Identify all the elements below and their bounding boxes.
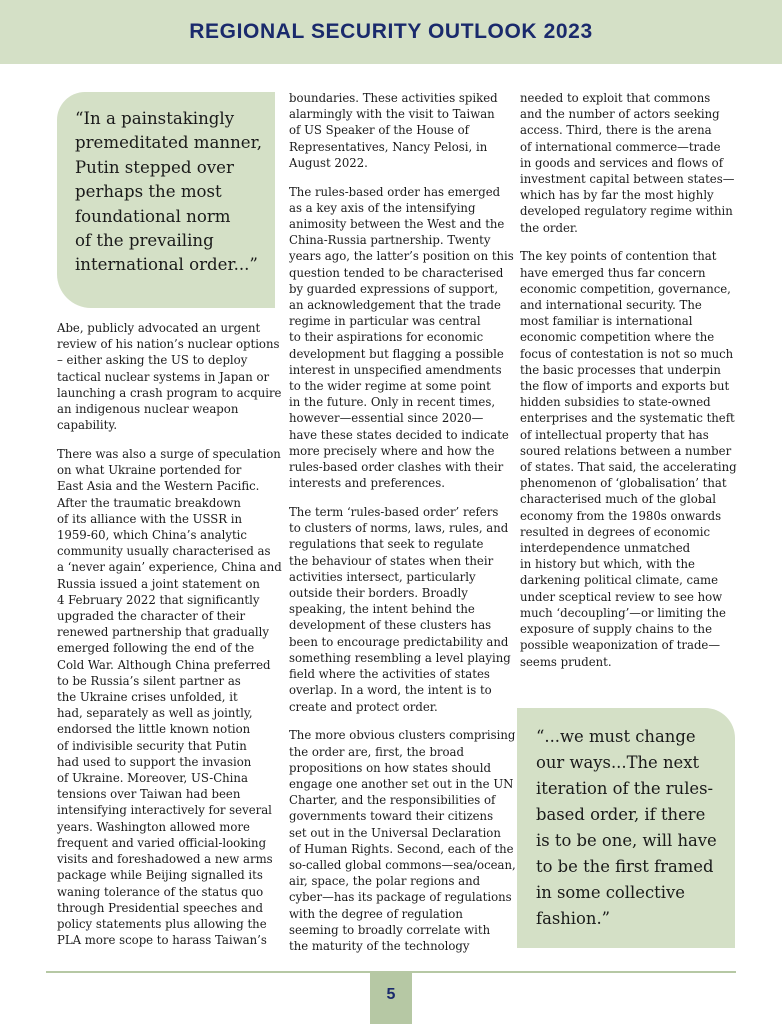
text-line: the flow of imports and exports but — [520, 379, 730, 394]
text-line: economic competition where the — [520, 330, 715, 345]
text-line: alarmingly with the visit to Taiwan — [289, 107, 495, 122]
text-line: upgraded the character of their — [57, 609, 246, 624]
text-line: of US Speaker of the House of — [289, 123, 470, 138]
quote-line: “...we must change — [536, 727, 696, 746]
text-line: outside their borders. Broadly — [289, 586, 468, 601]
text-line: 1959-60, which China’s analytic — [57, 528, 247, 543]
text-line: with the degree of regulation — [289, 906, 463, 921]
text-line: developed regulatory regime within — [520, 204, 733, 219]
text-line: in goods and services and flows of — [520, 155, 724, 170]
text-line: a ‘never again’ experience, China and — [57, 560, 282, 575]
quote-line: fashion.” — [536, 909, 611, 928]
text-line: activities intersect, particularly — [289, 569, 476, 584]
text-line: of intellectual property that has — [520, 427, 709, 442]
paragraph — [57, 320, 282, 433]
text-line: governments toward their citizens — [289, 809, 494, 824]
text-line: something resembling a level playing — [289, 650, 511, 665]
paragraph — [289, 727, 516, 954]
text-line: have these states decided to indicate — [289, 427, 509, 442]
page-header — [0, 0, 782, 64]
text-line: had, separately as well as jointly, — [57, 706, 253, 721]
text-line: the Ukraine crises unfolded, it — [57, 690, 238, 705]
text-line: China-Russia partnership. Twenty — [289, 233, 491, 248]
paragraph — [57, 446, 282, 948]
pull-quote-rules-based-order — [517, 708, 735, 948]
text-line: of its alliance with the USSR in — [57, 511, 243, 526]
text-line: waning tolerance of the status quo — [57, 884, 264, 899]
text-line: renewed partnership that gradually — [57, 625, 269, 640]
text-line: in the future. Only in recent times, — [289, 395, 496, 410]
text-line: of Ukraine. Moreover, US-China — [57, 771, 248, 786]
text-line: possible weaponization of trade— — [520, 638, 721, 653]
text-line: set out in the Universal Declaration — [289, 825, 501, 840]
text-line: to clusters of norms, laws, rules, and — [289, 521, 509, 536]
text-line: however—essential since 2020— — [289, 411, 484, 426]
text-line: had used to support the invasion — [57, 754, 252, 769]
text-line: East Asia and the Western Pacific. — [57, 479, 260, 494]
text-column-1 — [57, 320, 282, 961]
quote-line: premeditated manner, — [75, 133, 263, 153]
text-line: soured relations between a number — [520, 443, 732, 458]
text-line: darkening political climate, came — [520, 573, 719, 588]
text-line: access. Third, there is the arena — [520, 123, 712, 138]
quote-line: is to be one, will have — [536, 831, 717, 850]
text-line: resulted in degrees of economic — [520, 524, 711, 539]
text-line: on what Ukraine portended for — [57, 463, 242, 478]
paragraph — [289, 90, 503, 171]
text-line: The more obvious clusters comprising — [289, 728, 516, 743]
text-line: Representatives, Nancy Pelosi, in — [289, 139, 488, 154]
text-line: have emerged thus far concern — [520, 265, 706, 280]
text-line: economic competition, governance, — [520, 281, 731, 296]
text-line: – either asking the US to deploy — [57, 353, 248, 368]
text-line: of international commerce—trade — [520, 139, 721, 154]
text-line: question tended to be characterised — [289, 265, 504, 280]
page-number: 5 — [386, 986, 396, 1003]
text-line: propositions on how states should — [289, 760, 491, 775]
text-line: so-called global commons—sea/ocean, — [289, 857, 516, 872]
text-line: development of these clusters has — [289, 618, 492, 633]
text-line: cyber—has its package of regulations — [289, 890, 512, 905]
text-line: capability. — [57, 418, 118, 433]
text-line: economy from the 1980s onwards — [520, 508, 722, 523]
text-line: exposure of supply chains to the — [520, 622, 712, 637]
text-line: air, space, the polar regions and — [289, 874, 481, 889]
text-line: endorsed the little known notion — [57, 722, 251, 737]
text-line: an acknowledgement that the trade — [289, 298, 501, 313]
text-line: speaking, the intent behind the — [289, 602, 475, 617]
text-line: Cold War. Although China preferred — [57, 657, 271, 672]
text-line: of Human Rights. Second, each of the — [289, 841, 514, 856]
text-line: characterised much of the global — [520, 492, 716, 507]
text-line: seeming to broadly correlate with — [289, 922, 491, 937]
text-line: investment capital between states— — [520, 172, 735, 187]
text-line: boundaries. These activities spiked — [289, 91, 498, 105]
quote-line: perhaps the most — [75, 182, 222, 202]
text-line: under sceptical review to see how — [520, 589, 723, 604]
paragraph — [289, 504, 511, 715]
text-line: and international security. The — [520, 298, 702, 313]
text-line: enterprises and the systematic theft — [520, 411, 735, 426]
text-line: development but flagging a possible — [289, 346, 504, 361]
text-line: years. Washington allowed more — [57, 819, 250, 834]
text-line: The key points of contention that — [520, 249, 717, 264]
text-column-2 — [289, 90, 516, 967]
text-line: The term ‘rules-based order’ refers — [289, 505, 499, 520]
text-line: focus of contestation is not so much — [520, 346, 734, 361]
text-line: the behaviour of states when their — [289, 553, 494, 568]
text-line: which has by far the most highly — [520, 188, 714, 203]
text-line: After the traumatic breakdown — [57, 495, 241, 510]
paragraph — [289, 184, 514, 492]
text-line: the maturity of the technology — [289, 938, 470, 953]
text-line: through Presidential speeches and — [57, 900, 263, 915]
text-line: 4 February 2022 that significantly — [57, 592, 260, 607]
text-line: package while Beijing signalled its — [57, 868, 263, 883]
text-line: years ago, the latter’s position on this — [289, 249, 514, 264]
text-line: emerged following the end of the — [57, 641, 255, 656]
quote-line: foundational norm — [75, 206, 231, 226]
text-line: rules-based order clashes with their — [289, 460, 504, 475]
text-line: interest in unspecified amendments — [289, 362, 502, 377]
text-line: the basic processes that underpin — [520, 362, 721, 377]
header-title: REGIONAL SECURITY OUTLOOK 2023 — [189, 20, 593, 43]
text-line: of indivisible security that Putin — [57, 738, 247, 753]
paragraph — [520, 248, 737, 669]
text-line: PLA more scope to harass Taiwan’s — [57, 933, 267, 948]
text-line: to their aspirations for economic — [289, 330, 484, 345]
text-line: August 2022. — [289, 155, 368, 170]
quote-line: “In a painstakingly — [75, 109, 235, 128]
text-line: to be Russia’s silent partner as — [57, 673, 241, 688]
text-line: engage one another set out in the UN — [289, 776, 514, 791]
quote-line: international order...” — [75, 255, 258, 275]
text-line: seems prudent. — [520, 654, 612, 669]
text-line: frequent and varied official-looking — [57, 835, 267, 850]
text-line: the order. — [520, 220, 578, 235]
quote-line: Putin stepped over — [75, 157, 234, 177]
quote-line: to be the first framed — [536, 857, 714, 876]
text-line: Abe, publicly advocated an urgent — [57, 321, 261, 335]
quote-line: iteration of the rules- — [536, 779, 714, 798]
quote-line: of the prevailing — [75, 231, 214, 251]
text-line: There was also a surge of speculation — [57, 447, 281, 462]
text-line: animosity between the West and the — [289, 217, 505, 232]
text-line: field where the activities of states — [289, 667, 490, 682]
text-line: to the wider regime at some point — [289, 379, 491, 394]
text-line: launching a crash program to acquire — [57, 385, 282, 400]
quote-line: our ways...The next — [536, 753, 700, 772]
text-line: intensifying interactively for several — [57, 803, 272, 818]
quote-line: based order, if there — [536, 805, 706, 824]
text-line: phenomenon of ‘globalisation’ that — [520, 476, 727, 491]
text-line: interests and preferences. — [289, 476, 445, 491]
quote-line: in some collective — [536, 883, 685, 902]
text-line: tensions over Taiwan had been — [57, 787, 241, 802]
text-line: Charter, and the responsibilities of — [289, 793, 496, 808]
text-line: policy statements plus allowing the — [57, 916, 267, 931]
text-line: Russia issued a joint statement on — [57, 576, 260, 591]
text-line: visits and foreshadowed a new arms — [57, 852, 273, 867]
text-line: community usually characterised as — [57, 544, 271, 559]
text-line: interdependence unmatched — [520, 541, 691, 556]
text-line: hidden subsidies to state-owned — [520, 395, 711, 410]
text-line: create and protect order. — [289, 699, 438, 714]
pull-quote-putin — [57, 92, 275, 308]
text-line: an indigenous nuclear weapon — [57, 402, 239, 417]
text-line: much ‘decoupling’—or limiting the — [520, 605, 726, 620]
paragraph — [520, 90, 734, 236]
text-line: regime in particular was central — [289, 314, 481, 329]
text-line: tactical nuclear systems in Japan or — [57, 369, 270, 384]
text-line: by guarded expressions of support, — [289, 281, 499, 296]
text-column-3 — [520, 90, 737, 682]
text-line: more precisely where and how the — [289, 443, 495, 458]
text-line: the order are, first, the broad — [289, 744, 464, 759]
text-line: and the number of actors seeking — [520, 107, 720, 122]
text-line: overlap. In a word, the intent is to — [289, 683, 492, 698]
text-line: The rules-based order has emerged — [289, 184, 501, 199]
text-line: of states. That said, the accelerating — [520, 460, 737, 475]
text-line: been to encourage predictability and — [289, 634, 509, 649]
text-line: regulations that seek to regulate — [289, 537, 484, 552]
text-line: needed to exploit that commons — [520, 91, 711, 105]
text-line: in history but which, with the — [520, 557, 695, 572]
text-line: most familiar is international — [520, 314, 693, 329]
text-line: as a key axis of the intensifying — [289, 200, 476, 215]
text-line: review of his nation’s nuclear options — [57, 337, 280, 352]
